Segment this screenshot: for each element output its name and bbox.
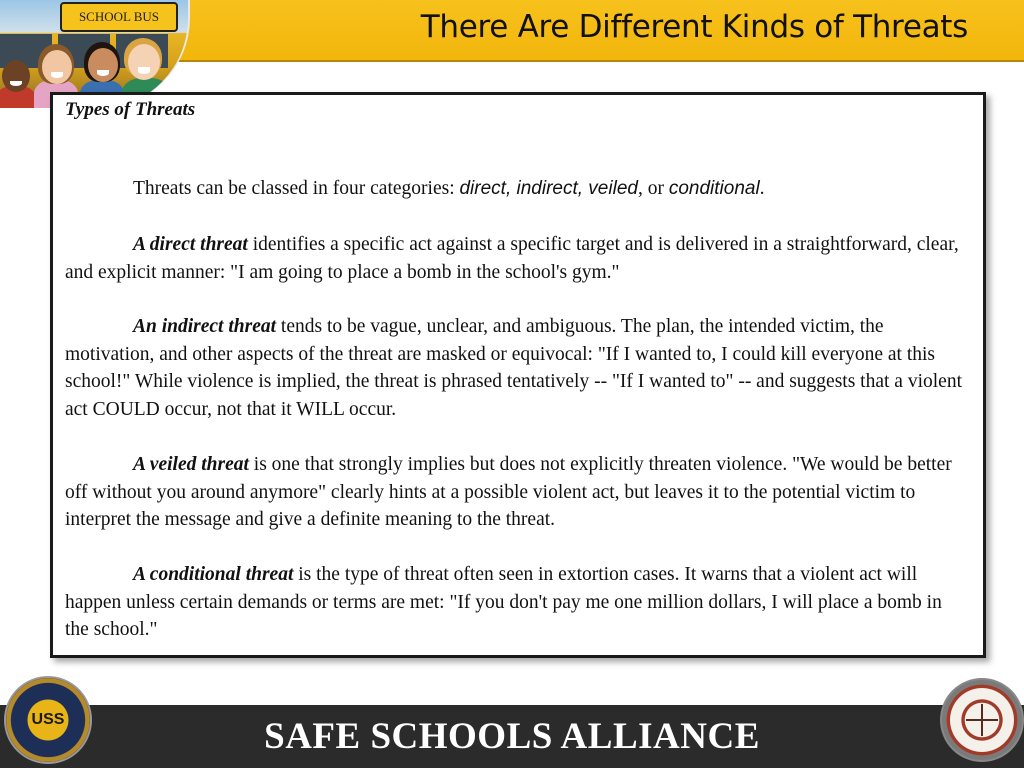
- kid-face: [128, 44, 160, 80]
- direct-threat-paragraph: A direct threat identifies a specific act against a specific target and is delivered in a straightforward, clear, and explicit manner: "I am going to place a bomb in the school's gym.": [65, 234, 959, 283]
- uss-logo-text: USS: [31, 711, 65, 728]
- veiled-threat-term: A veiled threat: [133, 454, 249, 475]
- school-bus-sign: SCHOOL BUS: [60, 2, 178, 32]
- direct-threat-term: A direct threat: [133, 234, 248, 255]
- category-conditional: conditional: [668, 178, 760, 199]
- conditional-threat-paragraph: A conditional threat is the type of threat often seen in extortion cases. It warns that a violent act will happen unless certain demands or terms are met: "If you don't pay me one million dollars, I will place a bomb in the school.": [65, 564, 942, 640]
- kid-face: [88, 48, 118, 82]
- conditional-threat-term: A conditional threat: [133, 564, 294, 585]
- kid-face: [42, 50, 72, 84]
- indirect-threat-term: An indirect threat: [133, 316, 277, 337]
- document-heading: Types of Threats: [65, 99, 196, 120]
- footer-title: SAFE SCHOOLS ALLIANCE: [264, 716, 760, 757]
- uss-logo-icon: [4, 676, 92, 764]
- kid-face: [2, 60, 30, 92]
- veiled-threat-paragraph: A veiled threat is one that strongly implies but does not explicitly threaten violence. "We would be better off without you around anymore" clearly hints at a possible violent act, but leaves it to the potential victim to interpret the message and give a definite meaning to the threat.: [65, 454, 952, 530]
- category-list: direct, indirect, veiled: [459, 178, 638, 199]
- slide-title: There Are Different Kinds of Threats: [420, 9, 968, 45]
- footer-bar: [0, 705, 1024, 768]
- document-excerpt: [50, 92, 986, 658]
- compass-seal-icon: [940, 678, 1024, 762]
- indirect-threat-paragraph: An indirect threat tends to be vague, unclear, and ambiguous. The plan, the intended victim, the motivation, and other aspects of the threat are masked or equivocal: "If I wanted to, I could kill everyone at this school!" While violence is implied, the threat is phrased tentatively -- "If I wanted to" -- and suggests that a violent act COULD occur, not that it WILL occur.: [65, 316, 962, 420]
- intro-paragraph: Threats can be classed in four categories: direct, indirect, veiled, or conditional.: [133, 178, 765, 199]
